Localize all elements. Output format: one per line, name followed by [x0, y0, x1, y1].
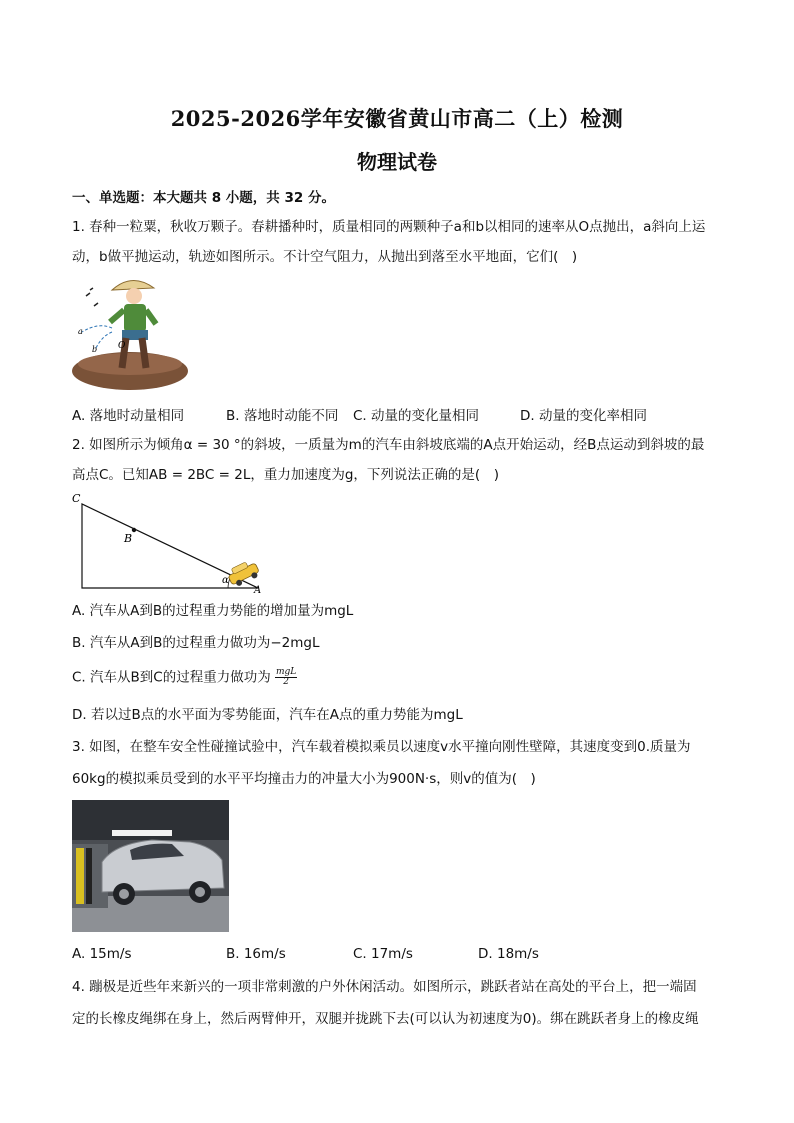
q3-option-d: D. 18m/s — [478, 946, 539, 962]
q1-fig-label-b: b — [92, 345, 98, 354]
q2-fig-label-b: B — [124, 532, 133, 545]
q2-line1: 2. 如图所示为倾角α = 30 °的斜坡，一质量为m的汽车由斜坡底端的A点开始运动，经B点运动到斜坡的最 — [72, 437, 705, 453]
q3-line1: 3. 如图，在整车安全性碰撞试验中，汽车载着模拟乘员以速度v水平撞向刚性壁障，其速度变到0.质量为 — [72, 739, 691, 755]
q2-option-c-denominator: 2 — [283, 677, 289, 687]
q3-option-c: C. 17m/s — [353, 946, 413, 962]
q2-option-a: A. 汽车从A到B的过程重力势能的增加量为mgL — [72, 603, 354, 619]
q1-option-c: C. 动量的变化量相同 — [353, 408, 480, 424]
q2-fig-label-c: C — [72, 492, 81, 505]
q1-fig-label-o: O — [118, 341, 126, 351]
q2-option-c-fraction — [275, 668, 297, 687]
q1-fig-label-a: a — [78, 327, 83, 336]
q2-option-c-text: C. 汽车从B到C的过程重力做功为 — [72, 669, 271, 686]
q2-option-c — [72, 668, 297, 687]
q1-line2: 动，b做平抛运动，轨迹如图所示。不计空气阻力，从抛出到落至水平地面，它们( ) — [72, 249, 578, 265]
q2-slope-figure — [68, 490, 268, 594]
q1-option-b: B. 落地时动能不同 — [226, 408, 339, 424]
page-title: 2025-2026学年安徽省黄山市高二（上）检测 — [170, 106, 624, 131]
q4-line2: 定的长橡皮绳绑在身上，然后两臂伸开，双腿并拢跳下去(可以认为初速度为0)。绑在跳跃者身上的橡皮绳 — [72, 1011, 699, 1027]
q3-option-a: A. 15m/s — [72, 946, 132, 962]
q3-line2: 60kg的模拟乘员受到的水平平均撞击力的冲量大小为900N·s，则v的值为( ) — [72, 771, 536, 787]
q1-farmer-figure — [72, 276, 194, 392]
q3-crash-test-photo — [72, 800, 229, 932]
q2-option-b: B. 汽车从A到B的过程重力做功为−2mgL — [72, 635, 320, 651]
q4-line1: 4. 蹦极是近些年来新兴的一项非常刺激的户外休闲活动。如图所示，跳跃者站在高处的平台上，把一端固 — [72, 979, 697, 995]
section-heading: 一、单选题：本大题共 8 小题，共 32 分。 — [72, 190, 335, 206]
q1-option-d: D. 动量的变化率相同 — [520, 408, 647, 424]
q1-line1: 1. 春种一粒粟，秋收万颗子。春耕播种时，质量相同的两颗种子a和b以相同的速率从O点抛出，a斜向上运 — [72, 219, 706, 235]
q2-line2: 高点C。已知AB = 2BC = 2L，重力加速度为g，下列说法正确的是( ) — [72, 467, 499, 483]
q1-option-a: A. 落地时动量相同 — [72, 408, 185, 424]
q2-fig-label-alpha: α — [222, 575, 229, 586]
q2-option-c-numerator: mgL — [276, 667, 297, 677]
q2-fig-label-a: A — [254, 585, 262, 594]
q2-option-d: D. 若以过B点的水平面为零势能面，汽车在A点的重力势能为mgL — [72, 707, 463, 723]
page-subtitle: 物理试卷 — [357, 150, 437, 174]
q3-option-b: B. 16m/s — [226, 946, 286, 962]
